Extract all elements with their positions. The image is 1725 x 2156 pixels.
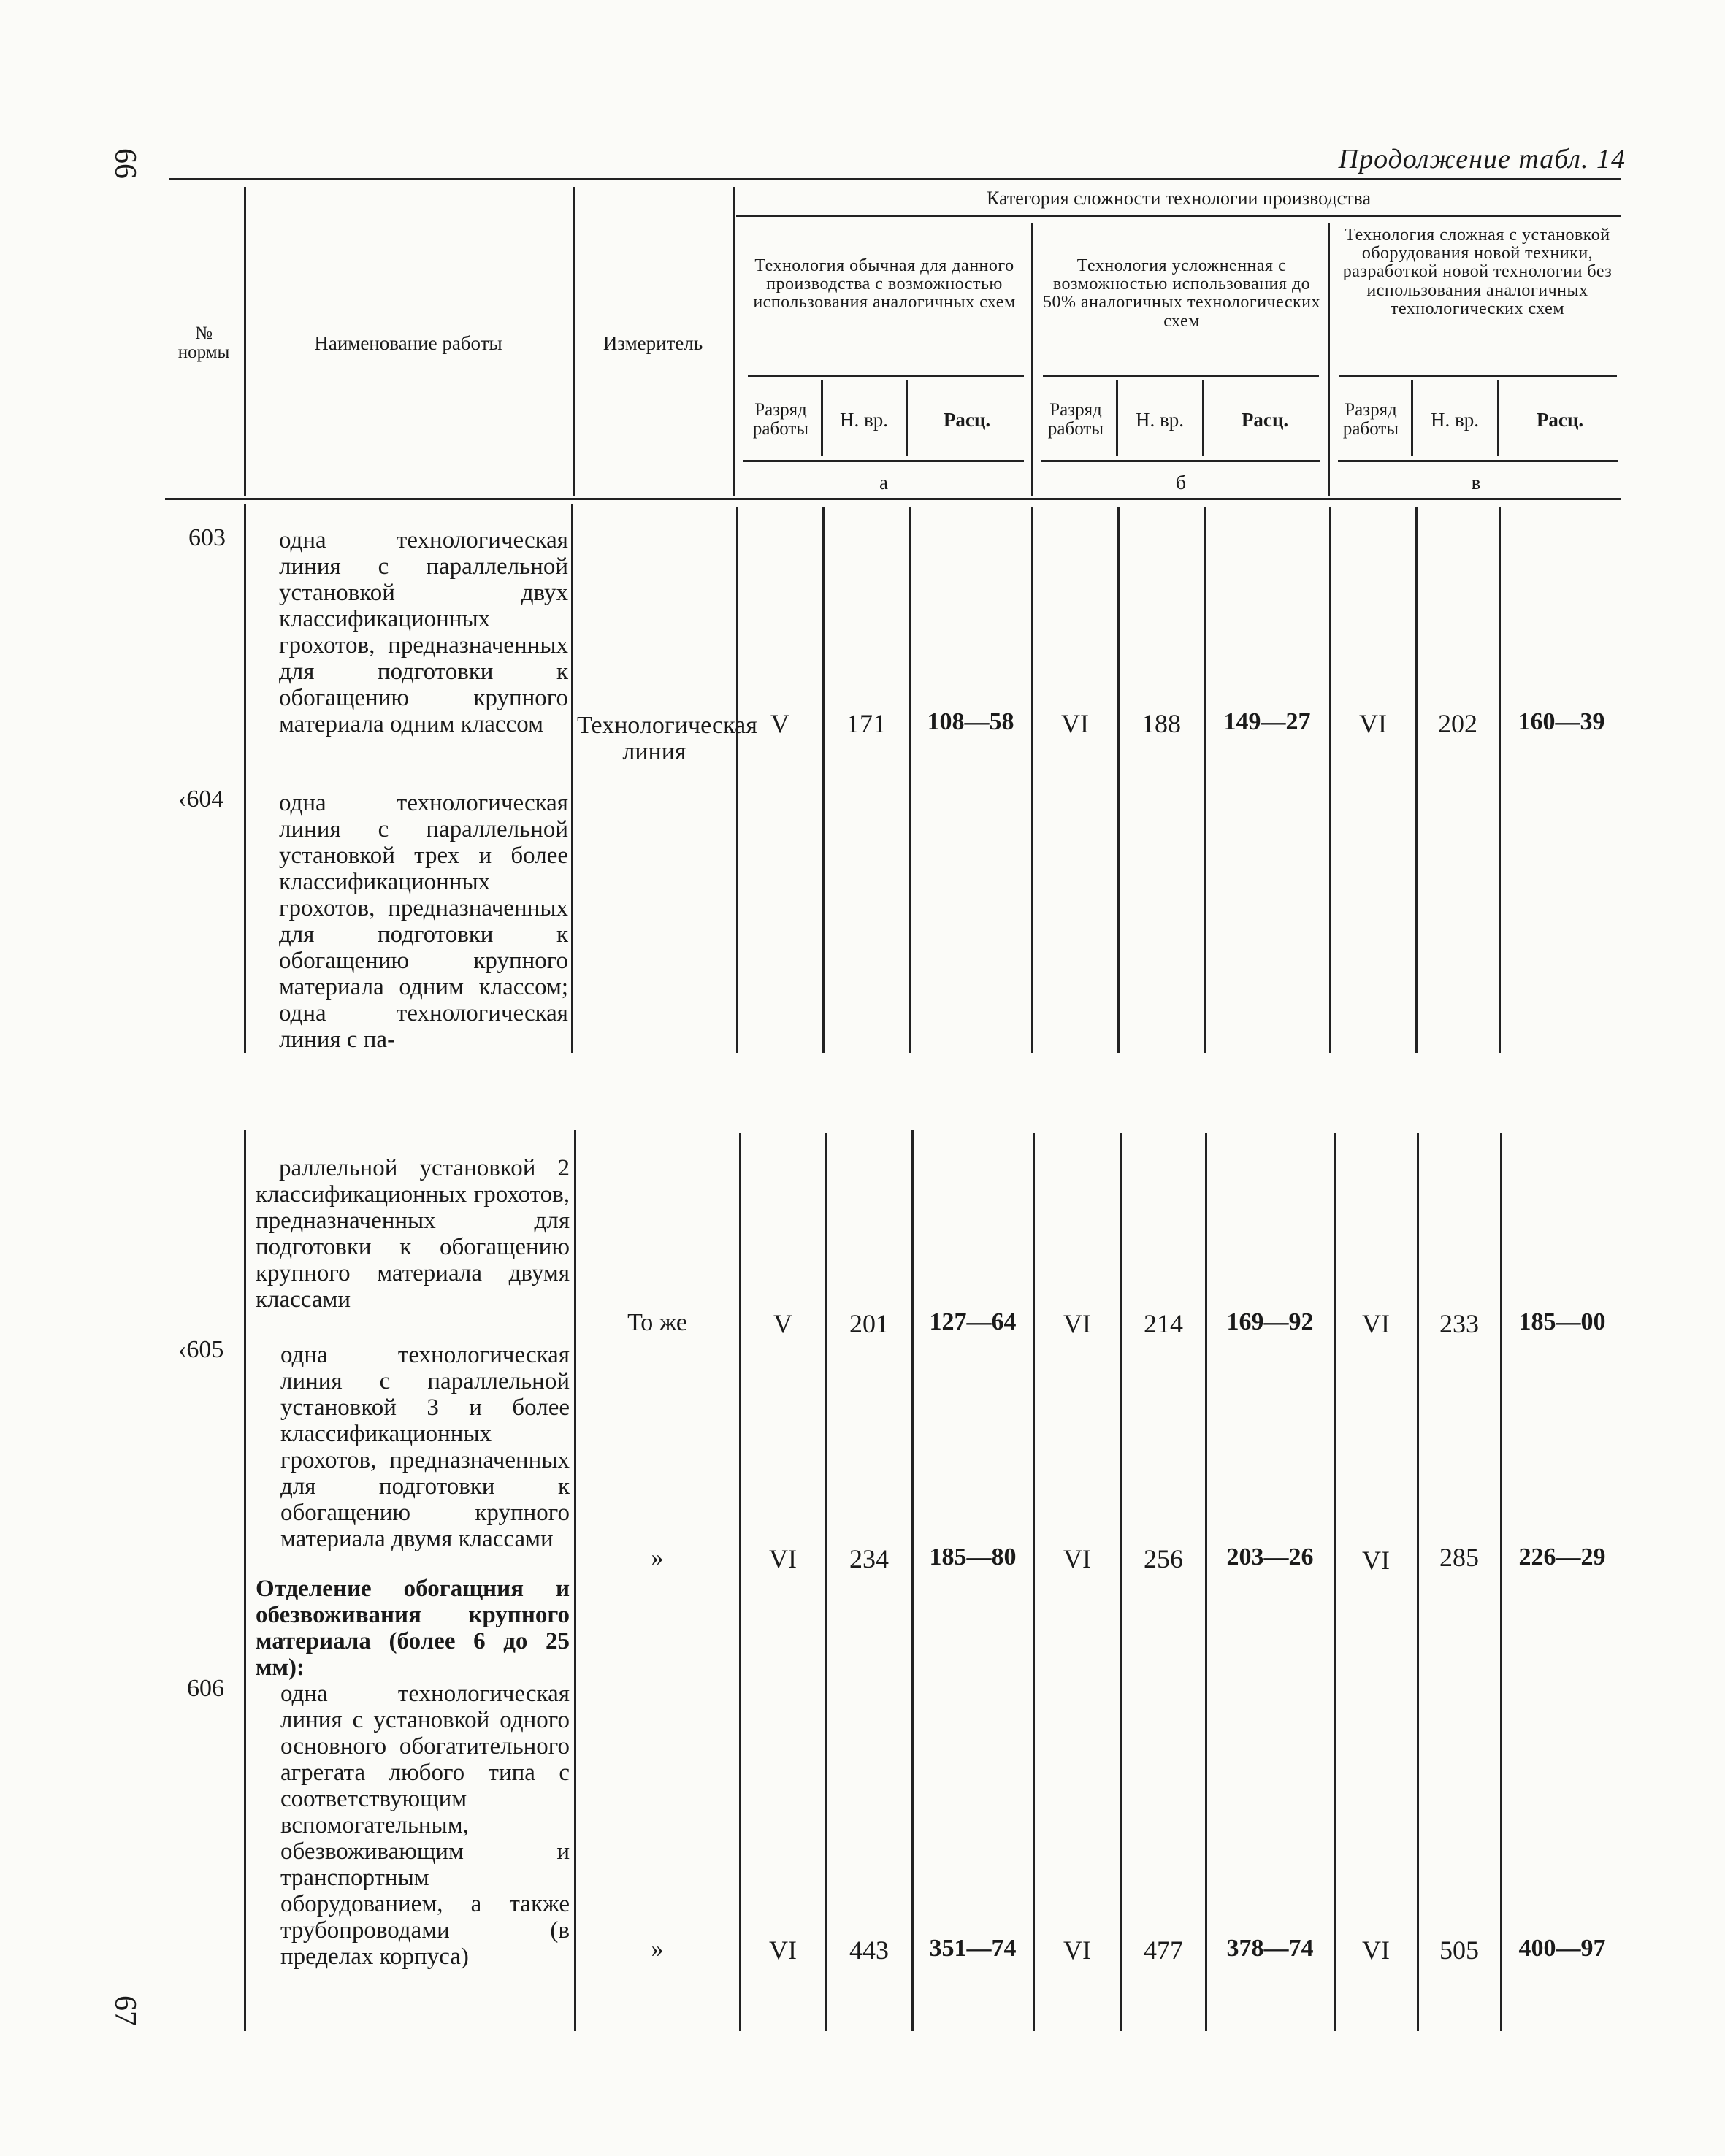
header-grade-a: Разряд работы [752,399,809,439]
body-divider [1499,507,1501,1053]
work-description-606: одна технологическая линия с установкой одного основного обогатительного агрегата любого типа с соответствующим вспомогательным, обезвоживающим и транспортным оборудованием, а также трубопроводами (в пределах корпуса) [280,1681,570,1970]
header-time-c: Н. вр. [1431,408,1479,431]
group-b-rule [1043,375,1319,377]
cell-605a-rate-b: 169—92 [1226,1308,1314,1335]
body-divider [1117,507,1120,1053]
header-time-a: Н. вр. [840,408,888,431]
continuation-title: Продолжение табл. 14 [1338,144,1626,174]
body-divider [244,1130,246,2031]
header-letter-a: а [879,471,888,494]
cell-605a-time-b: 214 [1144,1309,1183,1338]
cell-605b-time-c: 285 [1439,1543,1479,1572]
work-description-604: одна технологическая линия с параллельной установкой трех и более классификационных грохотов, предназначенных для подготовки к обогащению крупного материала одним классом; одна технологическая линия с па- [279,790,568,1053]
body-divider [736,507,738,1053]
group-c-rule [1339,375,1617,377]
header-norm-no: № нормы [177,323,230,362]
cell-606-time-a: 443 [849,1936,889,1965]
body-divider [909,507,911,1053]
header-group-c: Технология сложная с установкой оборудования новой техники, разработкой новой технологии без использования аналогичных технологических схем [1342,226,1613,318]
cell-606-time-b: 477 [1144,1936,1183,1965]
cell-605b-time-b: 256 [1144,1544,1183,1573]
cell-605a-time-c: 233 [1439,1309,1479,1338]
category-rule [736,215,1621,217]
norm-number-603: 603 [188,524,226,551]
page-number-bottom: 67 [108,1995,142,2026]
header-grade-c: Разряд работы [1342,399,1399,439]
header-bottom-rule [165,498,1621,500]
header-divider [1116,380,1118,456]
body-divider [1417,1133,1419,2031]
sub-c-rule [1338,460,1618,462]
cell-606-grade-b: VI [1063,1936,1091,1965]
body-divider [1204,507,1206,1053]
header-divider [1497,380,1499,456]
cell-605b-rate-a: 185—80 [929,1543,1017,1570]
cell-606-rate-b: 378—74 [1226,1935,1314,1962]
cell-603-time-a: 171 [846,709,886,738]
header-work-name: Наименование работы [314,331,502,354]
header-divider [821,380,823,456]
cell-606-grade-c: VI [1362,1936,1390,1965]
body-divider [825,1133,827,2031]
cell-605a-grade-a: V [773,1309,792,1338]
cell-606-grade-a: VI [769,1936,797,1965]
header-letter-b: б [1176,471,1186,494]
cell-603-grade-b: VI [1061,709,1089,738]
measure-ditto: » [651,1936,664,1963]
body-divider [1329,507,1331,1053]
cell-605b-grade-c: VI [1362,1546,1390,1575]
header-rate-c: Расц. [1536,408,1584,431]
body-divider [1415,507,1418,1053]
work-description-603: одна технологическая линия с параллельной установкой двух классификационных грохотов, предназначенных для подготовки к обогащению крупного материала одним классом [279,527,568,737]
header-time-b: Н. вр. [1136,408,1184,431]
work-description-605: одна технологическая линия с параллельной установкой 3 и более классификационных грохотов, предназначенных для подготовки к обогащению крупного материала двумя классами [280,1342,570,1552]
header-group-b: Технология усложненная с возможностью использования до 50% аналогичных технологических схем [1042,256,1321,331]
norm-number-606: 606 [187,1675,224,1702]
page-number-top: 66 [108,148,142,179]
header-measure: Измеритель [603,331,703,354]
cell-603-rate-c: 160—39 [1518,708,1605,735]
cell-605a-time-a: 201 [849,1309,889,1338]
body-divider [822,507,825,1053]
body-divider [1205,1133,1207,2031]
header-divider [1411,380,1413,456]
cell-605a-rate-a: 127—64 [929,1308,1017,1335]
header-group-a: Технология обычная для данного производства с возможностью использования аналогичных схем [753,256,1016,312]
body-divider [244,504,246,1053]
header-rate-b: Расц. [1241,408,1289,431]
cell-605a-rate-c: 185—00 [1518,1308,1606,1335]
header-letter-c: в [1471,471,1481,494]
header-category: Категория сложности технологии производства [986,188,1372,210]
header-divider [1328,223,1330,496]
sub-b-rule [1041,460,1320,462]
cell-603-time-c: 202 [1438,709,1477,738]
cell-603-grade-a: V [770,709,789,738]
header-divider [1031,223,1033,496]
header-divider [733,187,735,496]
body-divider [739,1133,741,2031]
norm-number-604: ‹604 [178,786,224,813]
cell-603-time-b: 188 [1141,709,1181,738]
body-divider [1031,507,1033,1053]
body-divider [911,1130,914,2031]
cell-606-rate-a: 351—74 [929,1935,1017,1962]
body-divider [574,1130,576,2031]
body-divider [1033,1133,1035,2031]
cell-605b-rate-c: 226—29 [1518,1543,1606,1570]
cell-603-rate-a: 108—58 [927,708,1014,735]
measure-technological-line: Технологическая линия [577,712,757,765]
sub-a-rule [743,460,1024,462]
header-divider [906,380,908,456]
measure-same: То же [627,1309,687,1336]
header-grade-b: Разряд работы [1047,399,1104,439]
body-divider [1334,1133,1336,2031]
group-a-rule [748,375,1024,377]
cell-605b-time-a: 234 [849,1544,889,1573]
cell-605b-rate-b: 203—26 [1226,1543,1314,1570]
cell-603-rate-b: 149—27 [1223,708,1311,735]
cell-605b-grade-b: VI [1063,1544,1091,1573]
cell-603-grade-c: VI [1359,709,1387,738]
work-description-continued: раллельной установкой 2 классификационных грохотов, предназначенных для подготовки к обогащению крупного материала двумя классами [256,1155,570,1313]
section-heading: Отделение обогащния и обезвоживания крупного материала (более 6 до 25 мм): [256,1576,570,1681]
header-rate-a: Расц. [943,408,991,431]
norm-number-605: ‹605 [178,1336,224,1363]
body-divider [1500,1133,1502,2031]
header-divider [1202,380,1204,456]
body-divider [571,504,573,1053]
measure-ditto: » [651,1544,664,1571]
cell-606-time-c: 505 [1439,1936,1479,1965]
cell-605b-grade-a: VI [769,1544,797,1573]
cell-605a-grade-b: VI [1063,1309,1091,1338]
cell-606-rate-c: 400—97 [1518,1935,1606,1962]
header-top-rule [169,178,1621,180]
body-divider [1120,1133,1122,2031]
cell-605a-grade-c: VI [1362,1309,1390,1338]
